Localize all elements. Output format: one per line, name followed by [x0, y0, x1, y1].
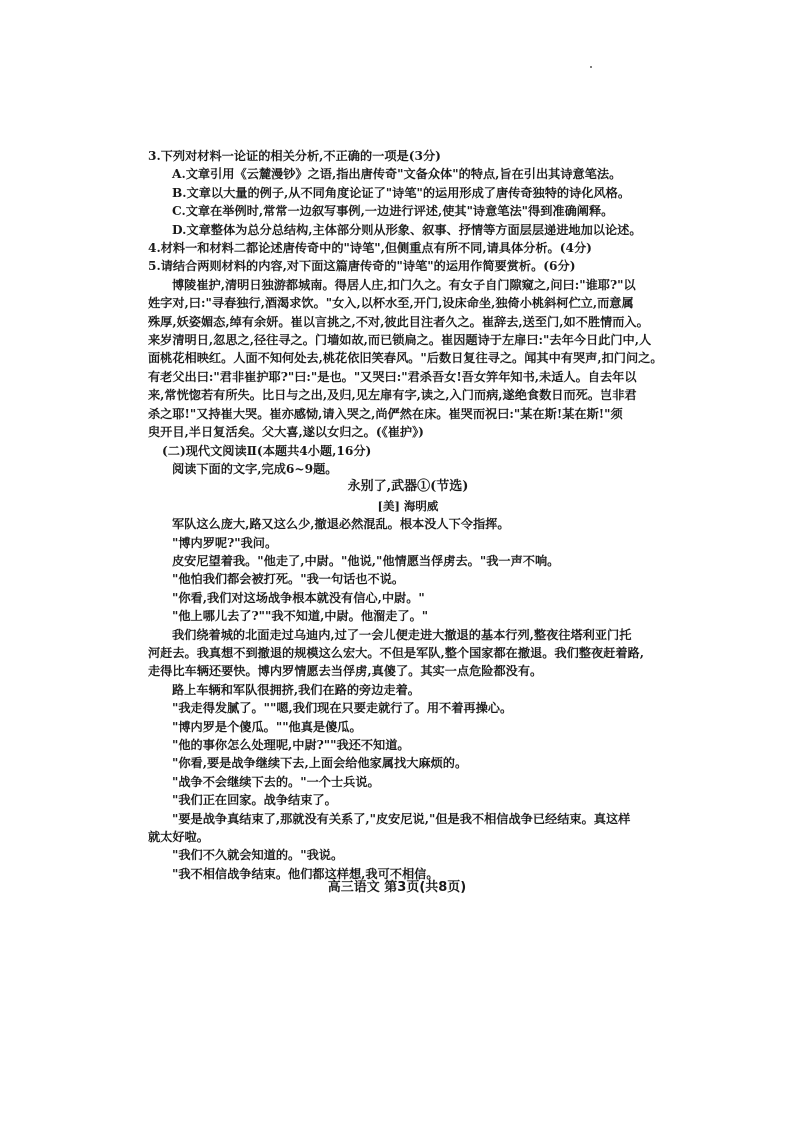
- passage-line: 来,常恍惚若有所失。比日与之出,及归,见左扉有字,读之,入门而病,遂绝食数日而死。岂非君: [148, 388, 637, 403]
- story-line: "他怕我们都会被打死。"我一句话也不说。: [172, 572, 405, 587]
- option-d: D.文章整体为总分总结构,主体部分则从形象、叙事、抒情等方面层层递进地加以论述。: [172, 222, 642, 237]
- passage-line: 姓字对,曰:"寻春独行,酒渴求饮。"女入,以杯水至,开门,设床命坐,独倚小桃斜柯伫立,而意属: [148, 296, 634, 311]
- story-title: 永别了,武器①(节选): [347, 479, 469, 495]
- story-line: "要是战争真结束了,那就没有关系了,"皮安尼说,"但是我不相信战争已经结束。真这样: [172, 811, 631, 826]
- story-line: 军队这么庞大,路又这么少,撤退必然混乱。根本没人下令指挥。: [172, 517, 510, 532]
- story-line: "他上哪儿去了?""我不知道,中尉。他溜走了。": [172, 609, 429, 624]
- story-passage: [148, 515, 668, 883]
- story-line: 走得比车辆还要快。博内罗情愿去当俘虏,真傻了。其实一点危险都没有。: [148, 664, 543, 679]
- story-line: "你看,要是战争继续下去,上面会给他家属找大麻烦的。: [172, 756, 468, 771]
- passage-line: 殊厚,妖姿媚态,绰有余妍。崔以言挑之,不对,彼此目注者久之。崔辞去,送至门,如不胜情而入。: [148, 314, 649, 329]
- passage-line: 博陵崔护,清明日独游都城南。得居人庄,扣门久之。有女子自门隙窥之,问曰:"谁耶?"以: [172, 277, 636, 292]
- story-line: "你看,我们对这场战争根本就没有信心,中尉。": [172, 590, 425, 605]
- story-line: "博内罗是个傻瓜。""他真是傻瓜。: [172, 719, 362, 734]
- scan-speck: [590, 66, 592, 68]
- passage-line: 面桃花相映红。人面不知何处去,桃花依旧笑春风。"后数日复往寻之。闻其中有哭声,扣门问之。: [148, 351, 663, 366]
- story-line: 河赶去。我真想不到撤退的规模这么宏大。不但是军队,整个国家都在撤退。我们整夜赶着路,: [148, 645, 644, 660]
- cuihu-passage: [148, 276, 668, 442]
- page-content: [148, 147, 668, 883]
- passage-line: 臾开目,半日复活矣。父大喜,遂以女归之。(《崔护》): [148, 425, 424, 440]
- story-line: "博内罗呢?"我问。: [172, 535, 278, 550]
- story-author: [美] 海明威: [377, 498, 439, 513]
- story-line: "我们不久就会知道的。"我说。: [172, 848, 344, 863]
- section-heading: (二)现代文阅读Ⅱ(本题共4小题,16分): [162, 443, 372, 458]
- story-line: 就太好啦。: [148, 830, 209, 845]
- passage-line: 来岁清明日,忽思之,径往寻之。门墙如故,而已锁扃之。崔因题诗于左扉曰:"去年今日此门中,人: [148, 333, 652, 348]
- passage-line: 有老父出曰:"君非崔护耶?"曰:"是也。"又哭曰:"君杀吾女!吾女笄年知书,未适人。自去年以: [148, 369, 637, 384]
- question-5: 5.请结合两则材料的内容,对下面这篇唐传奇的"诗笔"的运用作简要赏析。(6分): [148, 259, 576, 274]
- page-footer: 高三语文 第3页(共8页): [327, 880, 467, 895]
- story-line: "我走得发腻了。""嗯,我们现在只要走就行了。用不着再操心。: [172, 701, 513, 716]
- question-4: 4.材料一和材料二都论述唐传奇中的"诗笔",但侧重点有所不同,请具体分析。(4分): [148, 241, 592, 256]
- story-line: 皮安尼望着我。"他走了,中尉。"他说,"他情愿当俘虏去。"我一声不响。: [172, 553, 560, 568]
- option-c: C.文章在举例时,常常一边叙写事例,一边进行评述,使其"诗意笔法"得到准确阐释。: [172, 204, 614, 219]
- story-line: "我不相信战争结束。他们都这样想,我可不相信。: [172, 866, 439, 881]
- question-3: 3.下列对材料一论证的相关分析,不正确的一项是(3分): [148, 149, 441, 163]
- story-line: "他的事你怎么处理呢,中尉?""我还不知道。: [172, 738, 410, 752]
- story-line: 路上车辆和军队很拥挤,我们在路的旁边走着。: [172, 682, 420, 697]
- passage-line: 杀之耶!"又持崔大哭。崔亦感恸,请入哭之,尚俨然在床。崔哭而祝曰:"某在斯!某在斯!"须: [148, 406, 623, 421]
- story-line: "战争不会继续下去的。"一个士兵说。: [172, 774, 380, 789]
- section-instruction: 阅读下面的文字,完成6~9题。: [172, 461, 338, 476]
- option-a: A.文章引用《云麓漫钞》之语,指出唐传奇"文备众体"的特点,旨在引出其诗意笔法。: [172, 167, 622, 182]
- story-line: 我们绕着城的北面走过乌迪内,过了一会儿便走进大撤退的基本行列,整夜往塔利亚门托: [172, 627, 632, 642]
- story-line: "我们正在回家。战争结束了。: [172, 793, 337, 808]
- option-b: B.文章以大量的例子,从不同角度论证了"诗笔"的运用形成了唐传奇独特的诗化风格。: [172, 185, 631, 200]
